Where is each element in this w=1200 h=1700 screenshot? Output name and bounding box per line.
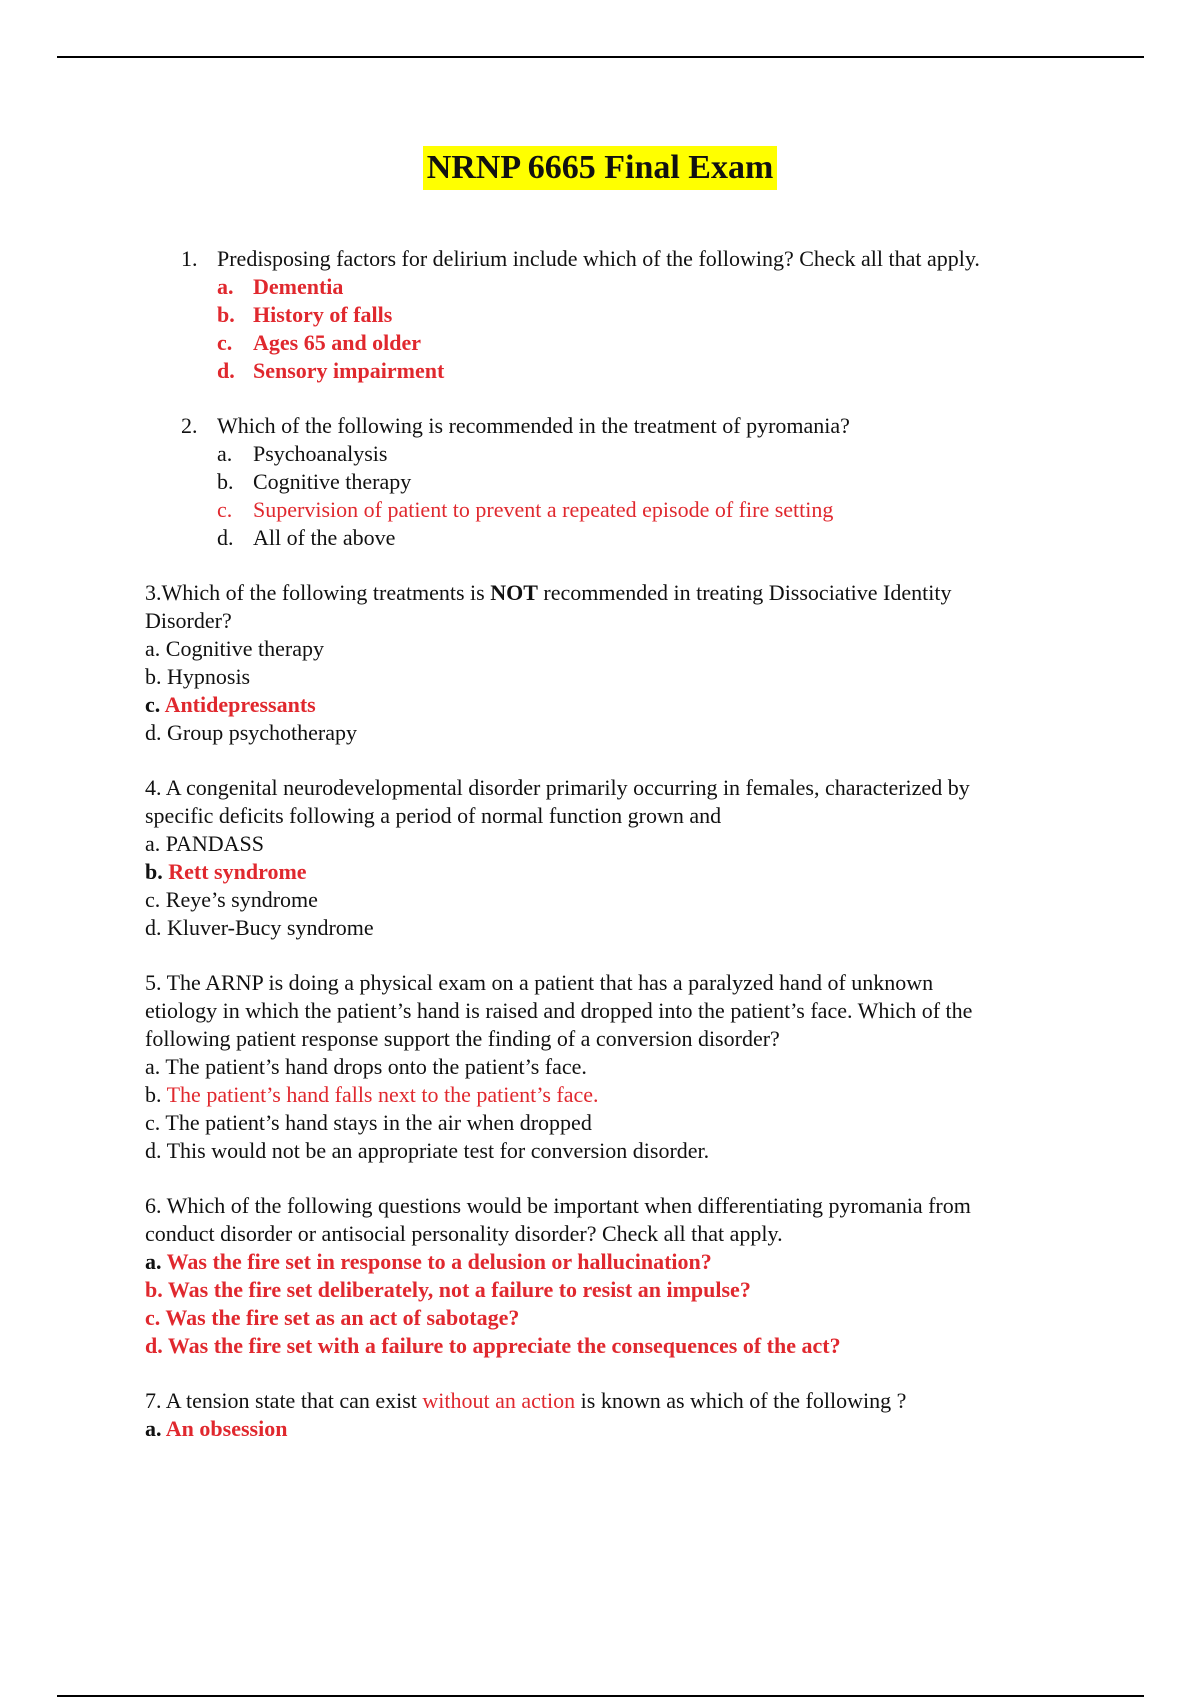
option-5b xyxy=(145,1081,599,1109)
question-3-line2: Disorder? xyxy=(145,608,232,633)
option-2a xyxy=(217,440,387,468)
option-text: All of the above xyxy=(253,525,396,550)
option-2d xyxy=(217,524,395,552)
question-text-cont: recommended in treating Dissociative Identity xyxy=(537,580,952,605)
option-letter: d. xyxy=(217,525,234,550)
option-letter: c. xyxy=(145,692,161,717)
option-letter: d. xyxy=(145,1333,163,1358)
option-5d xyxy=(145,1137,709,1165)
option-letter: a. xyxy=(145,636,161,661)
option-letter: c. xyxy=(145,1110,161,1135)
option-4a xyxy=(145,830,264,858)
option-letter: b. xyxy=(145,859,163,884)
option-letter: a. xyxy=(145,831,161,856)
option-letter: a. xyxy=(145,1416,162,1441)
option-text: Was the fire set in response to a delusion or hallucination? xyxy=(166,1249,712,1274)
option-1b xyxy=(217,301,392,329)
option-text: Ages 65 and older xyxy=(253,330,422,355)
bottom-rule xyxy=(57,1695,1144,1697)
option-7a xyxy=(145,1415,287,1443)
question-text: 3.Which of the following treatments is xyxy=(145,580,491,605)
option-text: Sensory impairment xyxy=(253,358,445,383)
option-text: Was the fire set with a failure to appreciate the consequences of the act? xyxy=(167,1333,841,1358)
option-letter: d. xyxy=(217,358,235,383)
option-text: Supervision of patient to prevent a repeated episode of fire setting xyxy=(253,497,834,522)
option-4b xyxy=(145,858,307,886)
top-rule xyxy=(57,56,1144,58)
emphasis-text: NOT xyxy=(490,580,538,605)
option-text: Psychoanalysis xyxy=(253,441,388,466)
option-text: Cognitive therapy xyxy=(165,636,325,661)
option-letter: a. xyxy=(145,1054,161,1079)
question-6-line2: conduct disorder or antisocial personality disorder? Check all that apply. xyxy=(145,1221,783,1246)
question-2 xyxy=(181,412,850,440)
question-5-line3: following patient response support the finding of a conversion disorder? xyxy=(145,1026,780,1051)
question-text: 7. A tension state that can exist xyxy=(145,1388,423,1413)
question-5-line2: etiology in which the patient’s hand is raised and dropped into the patient’s face. Which of the xyxy=(145,998,973,1023)
question-number: 2. xyxy=(181,413,198,438)
option-6b xyxy=(145,1276,751,1304)
question-6: 6. Which of the following questions would be important when differentiating pyromania from xyxy=(145,1193,971,1218)
question-text-cont: is known as which of the following ? xyxy=(575,1388,907,1413)
option-3b xyxy=(145,663,250,691)
option-text: History of falls xyxy=(253,302,393,327)
option-text: Reye’s syndrome xyxy=(165,887,318,912)
option-text: Dementia xyxy=(253,274,344,299)
highlighted-phrase: without an action xyxy=(422,1388,576,1413)
option-text: This would not be an appropriate test for conversion disorder. xyxy=(166,1138,710,1163)
option-3a xyxy=(145,635,324,663)
option-letter: a. xyxy=(217,274,234,299)
option-letter: c. xyxy=(145,887,161,912)
option-2c xyxy=(217,496,833,524)
option-text: Cognitive therapy xyxy=(253,469,412,494)
option-text: Group psychotherapy xyxy=(167,720,358,745)
option-text: The patient’s hand stays in the air when dropped xyxy=(165,1110,592,1135)
page-title: NRNP 6665 Final Exam xyxy=(423,146,778,190)
option-text: Antidepressants xyxy=(164,692,316,717)
question-4-line2: specific deficits following a period of normal function grown and xyxy=(145,803,722,828)
option-letter: c. xyxy=(145,1305,161,1330)
option-3d xyxy=(145,719,357,747)
option-text: An obsession xyxy=(165,1416,288,1441)
option-text: The patient’s hand drops onto the patient’s face. xyxy=(165,1054,587,1079)
option-letter: b. xyxy=(145,1277,163,1302)
option-2b xyxy=(217,468,411,496)
option-letter: b. xyxy=(145,664,162,689)
option-letter: d. xyxy=(145,720,162,745)
option-text: Kluver-Bucy syndrome xyxy=(167,915,374,940)
option-letter: a. xyxy=(217,441,233,466)
option-1d xyxy=(217,357,444,385)
option-text: Hypnosis xyxy=(167,664,251,689)
question-3 xyxy=(145,579,952,607)
option-letter: b. xyxy=(217,469,234,494)
question-1 xyxy=(181,245,980,273)
option-text: PANDASS xyxy=(165,831,265,856)
option-1c xyxy=(217,329,421,357)
question-text: Predisposing factors for delirium include which of the following? Check all that apply. xyxy=(217,246,980,271)
question-number: 1. xyxy=(181,246,198,271)
option-4d xyxy=(145,914,374,942)
option-3c xyxy=(145,691,316,719)
option-text: Was the fire set deliberately, not a failure to resist an impulse? xyxy=(167,1277,751,1302)
option-4c xyxy=(145,886,318,914)
option-6a xyxy=(145,1248,712,1276)
option-letter: d. xyxy=(145,915,162,940)
option-text: Was the fire set as an act of sabotage? xyxy=(165,1305,520,1330)
option-letter: b. xyxy=(145,1082,162,1107)
option-text: The patient’s hand falls next to the patient’s face. xyxy=(166,1082,599,1107)
option-letter: c. xyxy=(217,330,233,355)
option-letter: a. xyxy=(145,1249,162,1274)
question-7 xyxy=(145,1387,906,1415)
option-letter: c. xyxy=(217,497,233,522)
option-letter: d. xyxy=(145,1138,162,1163)
title-container xyxy=(0,146,1200,190)
option-6c xyxy=(145,1304,519,1332)
question-text: Which of the following is recommended in the treatment of pyromania? xyxy=(217,413,850,438)
option-6d xyxy=(145,1332,841,1360)
question-4: 4. A congenital neurodevelopmental disorder primarily occurring in females, characterized by xyxy=(145,775,970,800)
option-text: Rett syndrome xyxy=(168,859,307,884)
option-5c xyxy=(145,1109,592,1137)
option-letter: b. xyxy=(217,302,235,327)
option-1a xyxy=(217,273,343,301)
question-5: 5. The ARNP is doing a physical exam on a patient that has a paralyzed hand of unknown xyxy=(145,970,934,995)
option-5a xyxy=(145,1053,587,1081)
